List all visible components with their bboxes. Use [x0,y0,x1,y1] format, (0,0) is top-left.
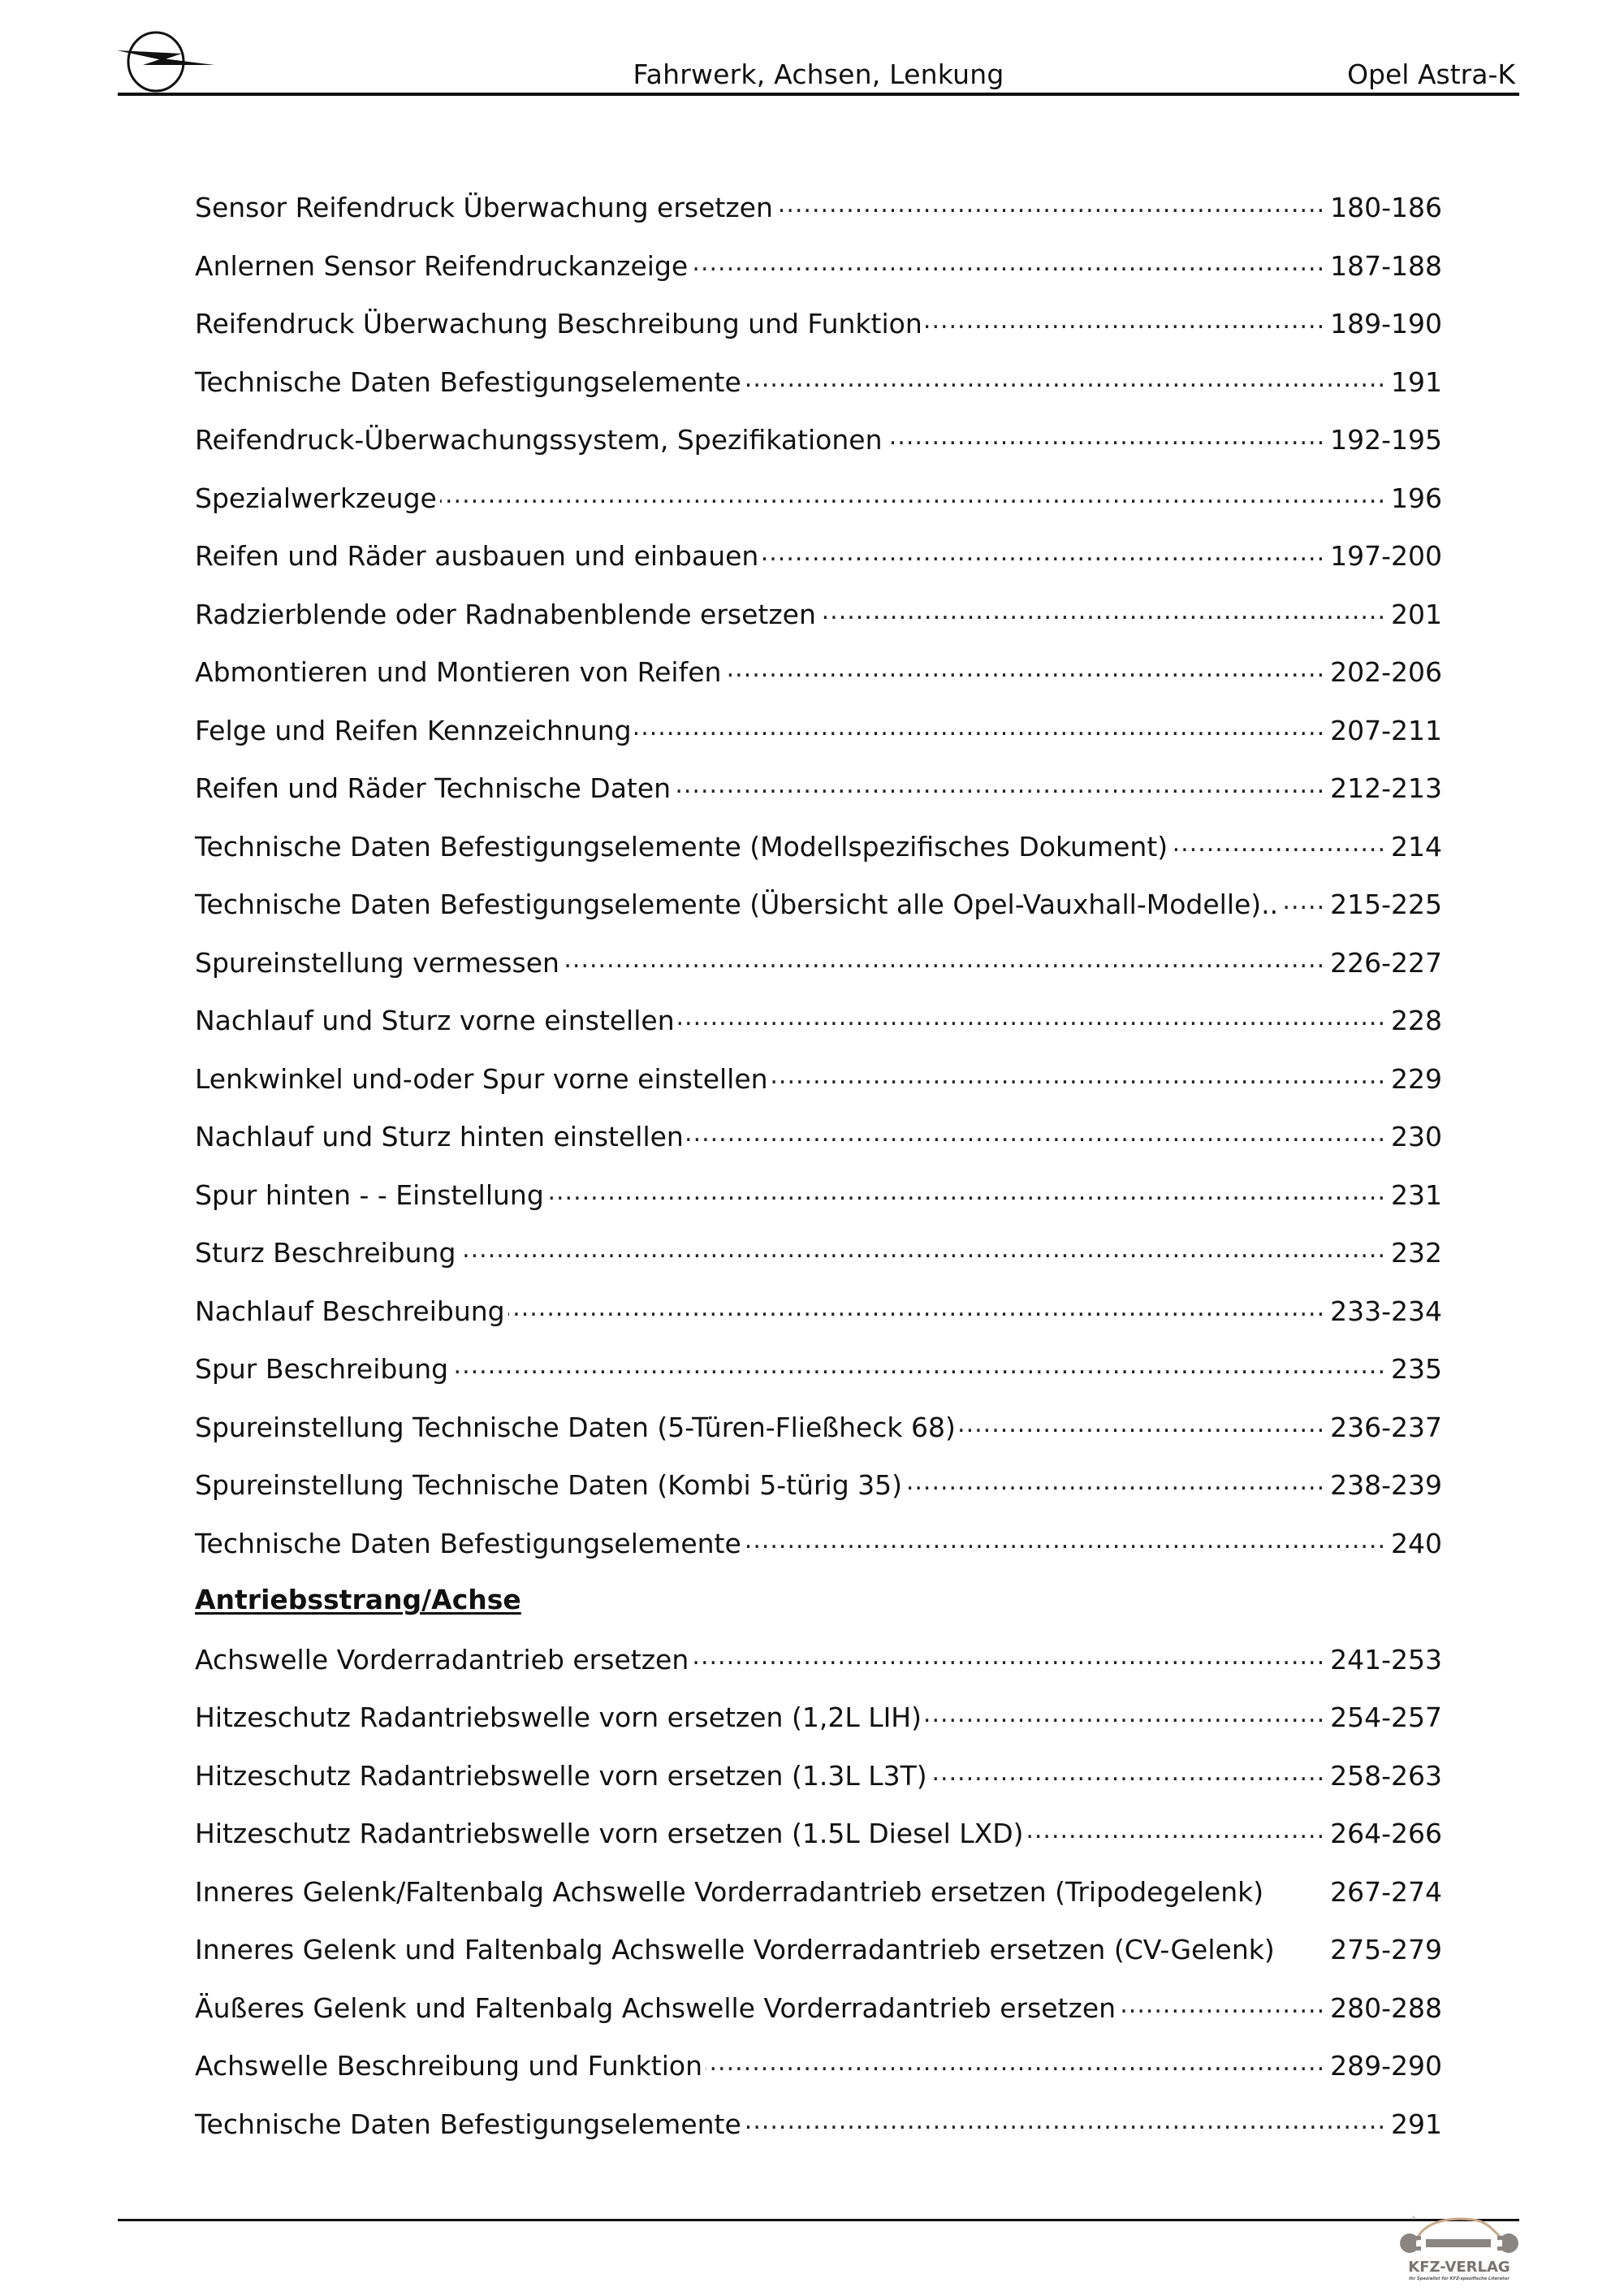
toc-entry[interactable] [195,771,1442,829]
toc-entry-pages: 207-211 [1330,714,1442,746]
dot-leader [706,2048,1325,2075]
toc-entry-title: Äußeres Gelenk und Faltenbalg Achswelle Vorderradantrieb ersetzen [195,1991,1116,2024]
toc-entry[interactable] [195,1700,1442,1758]
toc-entry-title: Abmontieren und Montieren von Reifen [195,656,722,688]
toc-entry[interactable] [195,1062,1442,1120]
toc-entry-title: Technische Daten Befestigungselemente (Modellspezifisches Dokument) [195,830,1168,863]
toc-entry-pages: 192-195 [1330,424,1442,456]
toc-entry-title: Inneres Gelenk/Faltenbalg Achswelle Vorderradantrieb ersetzen (Tripodegelenk) [195,1875,1264,1908]
toc-entry-pages: 258-263 [1330,1759,1442,1792]
toc-entry-title: Spezialwerkzeuge [195,482,437,514]
header-divider [118,93,1519,96]
toc-entry[interactable] [195,1991,1442,2049]
toc-entry-pages: 236-237 [1330,1411,1442,1443]
toc-entry[interactable] [195,655,1442,713]
toc-entry-pages: 235 [1391,1353,1442,1385]
dot-leader [1027,1816,1326,1843]
dot-leader [678,1003,1386,1030]
dot-leader [959,1410,1325,1437]
toc-entry-title: Technische Daten Befestigungselemente [195,365,741,398]
footer-divider [118,2219,1519,2221]
toc-entry-title: Nachlauf Beschreibung [195,1295,505,1327]
toc-entry[interactable] [195,1410,1442,1468]
toc-entry-pages: 275-279 [1330,1934,1442,1965]
toc-entry-title: Achswelle Beschreibung und Funktion [195,2050,702,2082]
toc-entry-title: Spur hinten - - Einstellung [195,1178,544,1211]
toc-entry[interactable] [195,1119,1442,1178]
toc-entry-pages: 189-190 [1330,308,1442,339]
toc-group-antriebsstrang [195,1642,1442,2165]
dot-leader [674,771,1325,798]
dot-leader [771,1062,1386,1088]
toc-entry[interactable] [195,422,1442,481]
toc-entry[interactable] [195,829,1442,888]
dot-leader [459,1235,1386,1262]
toc-entry-title: Reifendruck Überwachung Beschreibung und Funktion [195,308,922,339]
section-heading[interactable]: Antriebsstrang/Achse [195,1584,521,1615]
toc-entry-pages: 196 [1391,482,1442,514]
toc-entry[interactable] [195,1758,1442,1817]
toc-entry-pages: 215-225 [1330,889,1442,920]
toc-entry-title: Reifen und Räder ausbauen und einbauen [195,540,759,572]
toc-entry[interactable] [195,1874,1442,1933]
toc-entry[interactable] [195,1351,1442,1410]
toc-entry-pages: 202-206 [1330,656,1442,688]
toc-entry-title: Spureinstellung vermessen [195,946,559,979]
dot-leader [1171,829,1386,856]
toc-group-fahrwerk [195,190,1442,1584]
toc-entry-pages: 291 [1391,2108,1442,2140]
registered-mark: ® [1411,2216,1416,2221]
toc-entry[interactable] [195,249,1442,307]
toc-entry-title: Nachlauf und Sturz vorne einstellen [195,1005,675,1036]
toc-entry-pages: 267-274 [1330,1875,1442,1908]
toc-entry-title: Felge und Reifen Kennzeichnung [195,714,632,746]
toc-entry-pages: 201 [1391,598,1442,630]
toc-entry[interactable] [195,2107,1442,2165]
toc-entry-title: Spur Beschreibung [195,1353,449,1385]
toc-entry-pages: 240 [1391,1527,1442,1559]
dot-leader [905,1468,1325,1494]
toc-entry-pages: 197-200 [1330,540,1442,572]
toc-entry-pages: 264-266 [1330,1818,1442,1849]
dot-leader [926,306,1325,333]
toc-entry[interactable] [195,1294,1442,1352]
toc-entry-pages: 289-290 [1330,2050,1442,2082]
toc-entry-pages: 280-288 [1330,1991,1442,2024]
toc-entry-pages: 229 [1391,1062,1442,1095]
toc-entry[interactable] [195,597,1442,655]
dot-leader [745,365,1386,391]
toc-entry-pages: 231 [1391,1178,1442,1211]
toc-entry[interactable] [195,887,1442,945]
dot-leader [508,1294,1325,1321]
toc-entry[interactable] [195,1932,1442,1991]
toc-entry-pages: 254-257 [1330,1701,1442,1733]
dot-leader [451,1351,1386,1378]
toc-entry[interactable] [195,1178,1442,1236]
dot-leader [691,249,1325,275]
toc-entry-title: Lenkwinkel und-oder Spur vorne einstellen [195,1062,768,1095]
toc-entry-title: Technische Daten Befestigungselemente [195,2108,741,2140]
dot-leader [819,597,1386,624]
toc-entry-title: Achswelle Vorderradantrieb ersetzen [195,1643,689,1676]
car-outline-icon [1416,2219,1502,2241]
toc-entry[interactable] [195,538,1442,597]
dot-leader [547,1178,1386,1204]
dot-leader [745,1526,1386,1553]
dot-leader [931,1758,1326,1785]
toc-entry-pages: 180-186 [1330,192,1442,223]
toc-entry-pages: 214 [1391,830,1442,863]
page-header-model: Opel Astra-K [1347,58,1515,90]
toc-entry[interactable] [195,1468,1442,1526]
toc-entry-pages: 212-213 [1330,772,1442,804]
toc-entry-title: Technische Daten Befestigungselemente [195,1527,741,1559]
toc-entry-pages: 238-239 [1330,1469,1442,1501]
toc-entry-title: Sensor Reifendruck Überwachung ersetzen [195,192,773,223]
toc-entry-title: Radzierblende oder Radnabenblende ersetzen [195,598,816,630]
dot-leader [925,1700,1325,1727]
table-of-contents [195,190,1442,2164]
dot-leader [1281,887,1325,914]
toc-entry-title: Anlernen Sensor Reifendruckanzeige [195,249,689,282]
dot-leader [724,655,1325,681]
toc-entry[interactable] [195,1003,1442,1062]
dot-leader [687,1119,1386,1146]
publisher-tagline: Ihr Spezialist für KFZ-spezifische Literatur [1409,2277,1510,2281]
toc-entry[interactable] [195,306,1442,365]
toc-entry-pages: 232 [1391,1237,1442,1269]
toc-entry[interactable] [195,1642,1442,1701]
toc-entry-pages: 187-188 [1330,249,1442,282]
toc-entry-pages: 233-234 [1330,1295,1442,1327]
toc-entry-title: Spureinstellung Technische Daten (Kombi 5-türig 35) [195,1469,903,1501]
toc-entry[interactable] [195,481,1442,539]
toc-entry-title: Reifendruck-Überwachungssystem, Spezifikationen [195,424,883,456]
toc-entry[interactable] [195,1816,1442,1874]
toc-entry-title: Nachlauf und Sturz hinten einstellen [195,1121,684,1152]
toc-entry[interactable] [195,190,1442,249]
toc-entry-pages: 241-253 [1330,1643,1442,1676]
toc-entry[interactable] [195,2048,1442,2107]
toc-entry-pages: 230 [1391,1121,1442,1152]
toc-entry-pages: 228 [1391,1005,1442,1036]
toc-entry-title: Inneres Gelenk und Faltenbalg Achswelle Vorderradantrieb ersetzen (CV-Gelenk) [195,1934,1275,1965]
toc-entry-title: Hitzeschutz Radantriebswelle vorn ersetzen (1.3L L3T) [195,1759,927,1792]
dot-leader [440,481,1386,508]
wrench-icon [1400,2233,1518,2253]
toc-entry-title: Spureinstellung Technische Daten (5-Türen-Fließheck 68) [195,1411,956,1443]
kfz-verlag-logo [1398,2207,1520,2288]
toc-entry[interactable] [195,1526,1442,1585]
header-title-text: Fahrwerk, Achsen, Lenkung [633,58,1004,90]
dot-leader [886,422,1326,449]
toc-entry-title: Technische Daten Befestigungselemente (Übersicht alle Opel-Vauxhall-Modelle).. [195,889,1279,920]
toc-entry[interactable] [195,945,1442,1004]
dot-leader [745,2107,1386,2134]
publisher-name: KFZ-VERLAG [1408,2259,1510,2276]
toc-entry-pages: 226-227 [1330,946,1442,979]
dot-leader [563,945,1325,972]
toc-entry-title: Hitzeschutz Radantriebswelle vorn ersetzen (1,2L LIH) [195,1701,922,1733]
toc-entry-title: Hitzeschutz Radantriebswelle vorn ersetzen (1.5L Diesel LXD) [195,1818,1024,1849]
toc-entry-pages: 191 [1391,365,1442,398]
toc-entry-title: Sturz Beschreibung [195,1237,456,1269]
dot-leader [692,1642,1325,1669]
toc-entry[interactable] [195,713,1442,772]
dot-leader [635,713,1326,740]
dot-leader [762,538,1325,565]
toc-entry[interactable] [195,365,1442,423]
toc-entry[interactable] [195,1235,1442,1294]
dot-leader [1119,1991,1325,2017]
toc-entry-title: Reifen und Räder Technische Daten [195,772,672,804]
dot-leader [776,190,1325,217]
